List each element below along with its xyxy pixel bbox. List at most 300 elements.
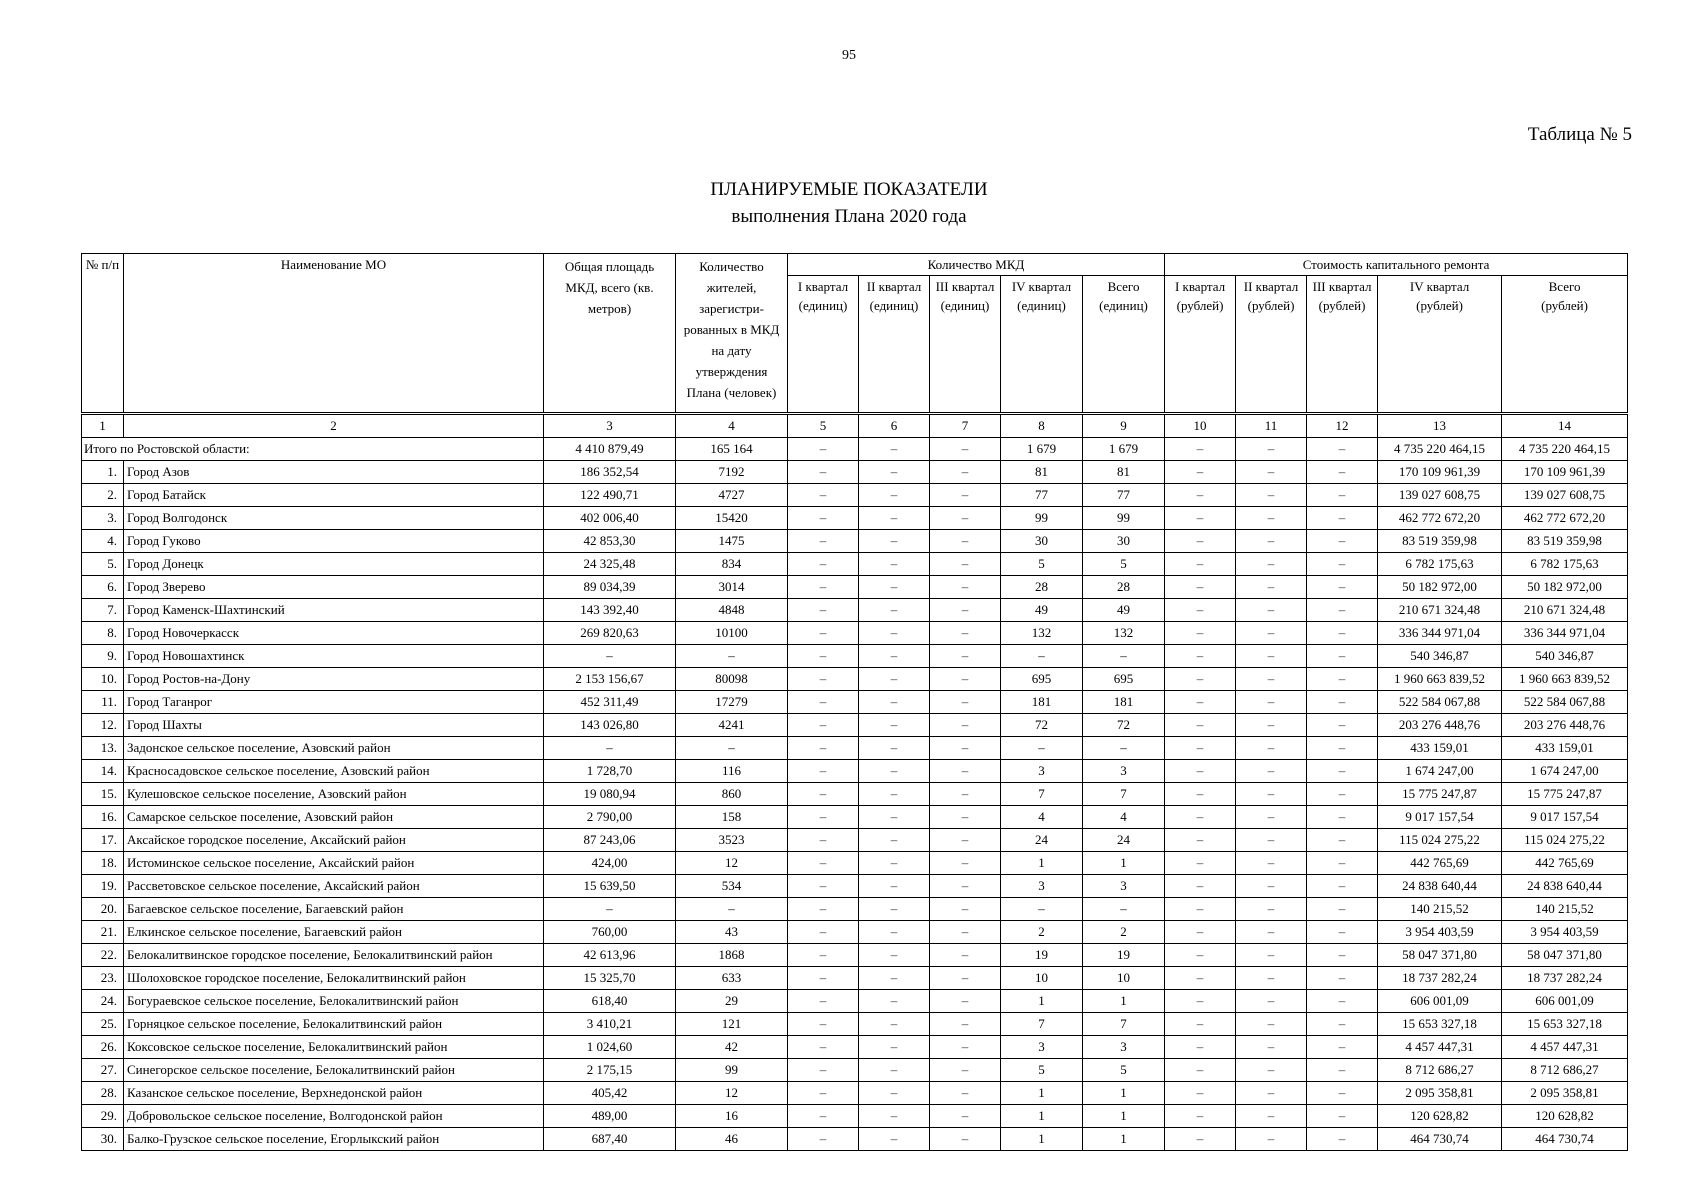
table-row — [82, 714, 1628, 737]
table-cell: – — [1307, 737, 1378, 760]
table-cell: 15 325,70 — [544, 967, 676, 990]
municipality-name: Город Шахты — [124, 714, 544, 737]
column-number: 11 — [1236, 414, 1307, 438]
table-cell: – — [1236, 484, 1307, 507]
table-row — [82, 576, 1628, 599]
table-cell: – — [676, 645, 788, 668]
table-cell: 24 325,48 — [544, 553, 676, 576]
table-cell: 46 — [676, 1128, 788, 1151]
table-cell: – — [859, 875, 930, 898]
row-number: 8. — [82, 622, 124, 645]
table-cell: 3 — [1083, 875, 1165, 898]
table-cell: 83 519 359,98 — [1502, 530, 1628, 553]
table-cell: – — [788, 1082, 859, 1105]
table-cell: – — [788, 530, 859, 553]
table-cell: – — [788, 553, 859, 576]
table-cell: – — [1001, 645, 1083, 668]
table-cell: – — [859, 737, 930, 760]
table-row — [82, 553, 1628, 576]
table-cell: – — [930, 1036, 1001, 1059]
municipality-name: Горняцкое сельское поселение, Белокалитвинский район — [124, 1013, 544, 1036]
table-cell: – — [1307, 691, 1378, 714]
table-cell: – — [1001, 737, 1083, 760]
municipality-name: Город Гуково — [124, 530, 544, 553]
row-number: 10. — [82, 668, 124, 691]
table-cell: 29 — [676, 990, 788, 1013]
table-cell: – — [859, 553, 930, 576]
table-cell: 3014 — [676, 576, 788, 599]
table-body — [82, 414, 1628, 1151]
table-cell: – — [1165, 921, 1236, 944]
header-mkd-total: Всего (единиц) — [1083, 276, 1165, 414]
table-cell: – — [859, 599, 930, 622]
table-cell: 405,42 — [544, 1082, 676, 1105]
table-cell: – — [1307, 852, 1378, 875]
table-cell: – — [859, 1013, 930, 1036]
table-cell: – — [1236, 829, 1307, 852]
table-cell: 1 — [1083, 1082, 1165, 1105]
table-cell: 2 — [1001, 921, 1083, 944]
total-cell: 1 679 — [1001, 438, 1083, 461]
table-cell: – — [1236, 599, 1307, 622]
table-cell: – — [1307, 622, 1378, 645]
row-number: 6. — [82, 576, 124, 599]
table-cell: – — [859, 806, 930, 829]
table-cell: 87 243,06 — [544, 829, 676, 852]
table-row — [82, 990, 1628, 1013]
table-cell: – — [1165, 553, 1236, 576]
table-cell: 462 772 672,20 — [1502, 507, 1628, 530]
total-cell: 4 735 220 464,15 — [1502, 438, 1628, 461]
table-cell: 4 — [1083, 806, 1165, 829]
table-cell: 4241 — [676, 714, 788, 737]
municipality-name: Шолоховское городское поселение, Белокалитвинский район — [124, 967, 544, 990]
table-cell: – — [788, 737, 859, 760]
table-cell: 5 — [1083, 553, 1165, 576]
table-cell: – — [859, 645, 930, 668]
table-cell: 116 — [676, 760, 788, 783]
row-number: 3. — [82, 507, 124, 530]
table-cell: 2 175,15 — [544, 1059, 676, 1082]
table-cell: – — [859, 507, 930, 530]
table-row — [82, 1105, 1628, 1128]
table-cell: 99 — [676, 1059, 788, 1082]
table-cell: – — [788, 829, 859, 852]
total-cell: 1 679 — [1083, 438, 1165, 461]
row-number: 4. — [82, 530, 124, 553]
table-cell: 181 — [1001, 691, 1083, 714]
table-cell: – — [1307, 990, 1378, 1013]
row-number: 18. — [82, 852, 124, 875]
municipality-name: Город Зверево — [124, 576, 544, 599]
municipality-name: Город Азов — [124, 461, 544, 484]
table-cell: – — [1165, 1059, 1236, 1082]
table-cell: 8 712 686,27 — [1378, 1059, 1502, 1082]
table-cell: – — [1236, 530, 1307, 553]
table-cell: 15 775 247,87 — [1502, 783, 1628, 806]
table-cell: – — [788, 1059, 859, 1082]
row-number: 17. — [82, 829, 124, 852]
table-cell: 15 653 327,18 — [1378, 1013, 1502, 1036]
table-cell: 540 346,87 — [1502, 645, 1628, 668]
municipality-name: Город Таганрог — [124, 691, 544, 714]
row-number: 28. — [82, 1082, 124, 1105]
column-number: 8 — [1001, 414, 1083, 438]
table-row — [82, 898, 1628, 921]
municipality-name: Город Батайск — [124, 484, 544, 507]
table-cell: – — [930, 645, 1001, 668]
table-cell: – — [859, 783, 930, 806]
table-cell: 1 — [1001, 852, 1083, 875]
table-cell: – — [1165, 714, 1236, 737]
total-cell: – — [1165, 438, 1236, 461]
table-row — [82, 852, 1628, 875]
table-cell: 140 215,52 — [1502, 898, 1628, 921]
header-row-groups — [82, 254, 1628, 276]
table-cell: – — [1307, 461, 1378, 484]
table-cell: – — [930, 1105, 1001, 1128]
table-cell: – — [930, 599, 1001, 622]
table-cell: – — [1236, 1082, 1307, 1105]
document-title — [0, 176, 1698, 230]
table-cell: – — [859, 484, 930, 507]
total-cell: – — [788, 438, 859, 461]
municipality-name: Добровольское сельское поселение, Волгодонской район — [124, 1105, 544, 1128]
table-cell: 1 — [1083, 990, 1165, 1013]
column-number: 6 — [859, 414, 930, 438]
table-cell: – — [1307, 530, 1378, 553]
table-cell: – — [788, 898, 859, 921]
table-cell: – — [1236, 1105, 1307, 1128]
municipality-name: Самарское сельское поселение, Азовский район — [124, 806, 544, 829]
table-cell: – — [859, 852, 930, 875]
table-cell: 15 653 327,18 — [1502, 1013, 1628, 1036]
table-cell: 3 954 403,59 — [1502, 921, 1628, 944]
municipality-name: Город Волгодонск — [124, 507, 544, 530]
table-cell: – — [788, 461, 859, 484]
table-cell: – — [788, 484, 859, 507]
municipality-name: Елкинское сельское поселение, Багаевский район — [124, 921, 544, 944]
table-cell: – — [1165, 461, 1236, 484]
table-cell: 2 — [1083, 921, 1165, 944]
table-cell: 1 674 247,00 — [1378, 760, 1502, 783]
table-cell: – — [1165, 599, 1236, 622]
total-cell: – — [859, 438, 930, 461]
table-cell: – — [1307, 1128, 1378, 1151]
municipality-name: Кулешовское сельское поселение, Азовский район — [124, 783, 544, 806]
table-cell: 1 674 247,00 — [1502, 760, 1628, 783]
table-cell: – — [788, 760, 859, 783]
table-cell: – — [930, 875, 1001, 898]
table-cell: – — [1001, 898, 1083, 921]
table-cell: – — [1236, 898, 1307, 921]
header-residents: Количество жителей, зарегистри-рованных в МКД на дату утверждения Плана (человек) — [676, 254, 788, 414]
table-cell: 49 — [1001, 599, 1083, 622]
table-cell: – — [1083, 645, 1165, 668]
table-cell: – — [1083, 737, 1165, 760]
table-label: Таблица № 5 — [1527, 124, 1632, 145]
title-line-1: ПЛАНИРУЕМЫЕ ПОКАЗАТЕЛИ — [710, 179, 988, 200]
table-cell: 12 — [676, 1082, 788, 1105]
table-cell: – — [1165, 645, 1236, 668]
table-cell: 534 — [676, 875, 788, 898]
table-cell: – — [859, 967, 930, 990]
table-cell: – — [1307, 553, 1378, 576]
table-cell: 633 — [676, 967, 788, 990]
table-cell: 24 838 640,44 — [1378, 875, 1502, 898]
table-row — [82, 1082, 1628, 1105]
table-cell: 49 — [1083, 599, 1165, 622]
table-cell: – — [1165, 691, 1236, 714]
table-cell: – — [788, 622, 859, 645]
table-cell: – — [1236, 737, 1307, 760]
table-cell: 210 671 324,48 — [1378, 599, 1502, 622]
municipality-name: Белокалитвинское городское поселение, Белокалитвинский район — [124, 944, 544, 967]
table-cell: – — [676, 898, 788, 921]
table-cell: 83 519 359,98 — [1378, 530, 1502, 553]
total-cell: – — [1307, 438, 1378, 461]
table-cell: – — [788, 714, 859, 737]
table-cell: 50 182 972,00 — [1502, 576, 1628, 599]
table-cell: 58 047 371,80 — [1378, 944, 1502, 967]
table-row — [82, 645, 1628, 668]
table-cell: 860 — [676, 783, 788, 806]
table-row — [82, 783, 1628, 806]
table-cell: – — [859, 829, 930, 852]
table-cell: – — [1165, 760, 1236, 783]
table-cell: 7 — [1001, 783, 1083, 806]
table-cell: 30 — [1001, 530, 1083, 553]
table-cell: 132 — [1001, 622, 1083, 645]
table-cell: 10 — [1001, 967, 1083, 990]
row-number: 30. — [82, 1128, 124, 1151]
table-cell: – — [1236, 967, 1307, 990]
table-row — [82, 668, 1628, 691]
table-cell: 695 — [1083, 668, 1165, 691]
table-cell: – — [544, 898, 676, 921]
table-cell: 203 276 448,76 — [1502, 714, 1628, 737]
row-number: 29. — [82, 1105, 124, 1128]
table-cell: – — [1236, 622, 1307, 645]
table-cell: 143 026,80 — [544, 714, 676, 737]
table-cell: 77 — [1083, 484, 1165, 507]
table-cell: – — [859, 760, 930, 783]
table-cell: 489,00 — [544, 1105, 676, 1128]
table-cell: 81 — [1083, 461, 1165, 484]
table-cell: – — [930, 806, 1001, 829]
column-number: 12 — [1307, 414, 1378, 438]
table-cell: 99 — [1001, 507, 1083, 530]
table-cell: – — [930, 553, 1001, 576]
table-cell: – — [1307, 760, 1378, 783]
table-cell: 1 960 663 839,52 — [1502, 668, 1628, 691]
table-cell: – — [788, 806, 859, 829]
row-number: 2. — [82, 484, 124, 507]
table-cell: – — [1307, 1082, 1378, 1105]
table-cell: – — [1165, 944, 1236, 967]
table-cell: 464 730,74 — [1378, 1128, 1502, 1151]
table-row — [82, 507, 1628, 530]
table-cell: 4 457 447,31 — [1378, 1036, 1502, 1059]
table-cell: – — [930, 898, 1001, 921]
table-cell: 140 215,52 — [1378, 898, 1502, 921]
table-row — [82, 691, 1628, 714]
municipality-name: Богураевское сельское поселение, Белокалитвинский район — [124, 990, 544, 1013]
row-number: 21. — [82, 921, 124, 944]
row-number: 19. — [82, 875, 124, 898]
table-cell: – — [1236, 461, 1307, 484]
table-cell: 522 584 067,88 — [1502, 691, 1628, 714]
table-cell: 28 — [1001, 576, 1083, 599]
column-number: 5 — [788, 414, 859, 438]
table-cell: – — [1307, 921, 1378, 944]
table-cell: 3 954 403,59 — [1378, 921, 1502, 944]
table-cell: – — [859, 461, 930, 484]
header-cost-q1: I квартал (рублей) — [1165, 276, 1236, 414]
table-cell: 1 — [1001, 1082, 1083, 1105]
table-cell: – — [930, 829, 1001, 852]
table-cell: – — [788, 1128, 859, 1151]
table-cell: – — [1236, 1059, 1307, 1082]
table-cell: – — [1165, 990, 1236, 1013]
table-cell: 1 960 663 839,52 — [1378, 668, 1502, 691]
table-cell: – — [1236, 783, 1307, 806]
table-cell: 402 006,40 — [544, 507, 676, 530]
table-cell: 695 — [1001, 668, 1083, 691]
header-mkd-group: Количество МКД — [788, 254, 1165, 276]
table-cell: 7 — [1083, 783, 1165, 806]
municipality-name: Город Каменск-Шахтинский — [124, 599, 544, 622]
table-cell: – — [1236, 1013, 1307, 1036]
table-cell: – — [1236, 691, 1307, 714]
table-cell: 4 — [1001, 806, 1083, 829]
table-cell: 442 765,69 — [1378, 852, 1502, 875]
municipality-name: Рассветовское сельское поселение, Аксайский район — [124, 875, 544, 898]
table-cell: 17279 — [676, 691, 788, 714]
row-number: 24. — [82, 990, 124, 1013]
table-cell: – — [1165, 852, 1236, 875]
table-cell: 24 — [1083, 829, 1165, 852]
table-cell: – — [930, 852, 1001, 875]
table-cell: 1 024,60 — [544, 1036, 676, 1059]
table-cell: 50 182 972,00 — [1378, 576, 1502, 599]
table-cell: 28 — [1083, 576, 1165, 599]
table-cell: – — [788, 1013, 859, 1036]
table-cell: – — [930, 921, 1001, 944]
table-cell: – — [859, 944, 930, 967]
table-cell: – — [930, 622, 1001, 645]
table-cell: 5 — [1001, 553, 1083, 576]
table-cell: 15 639,50 — [544, 875, 676, 898]
table-cell: – — [859, 1082, 930, 1105]
table-cell: – — [1307, 484, 1378, 507]
table-cell: – — [1165, 484, 1236, 507]
table-cell: 9 017 157,54 — [1378, 806, 1502, 829]
table-cell: 606 001,09 — [1502, 990, 1628, 1013]
table-cell: – — [1307, 1013, 1378, 1036]
header-cost-q2: II квартал (рублей) — [1236, 276, 1307, 414]
table-cell: – — [1307, 576, 1378, 599]
table-row — [82, 484, 1628, 507]
table-cell: – — [788, 944, 859, 967]
table-cell: 72 — [1001, 714, 1083, 737]
table-cell: 834 — [676, 553, 788, 576]
table-cell: 462 772 672,20 — [1378, 507, 1502, 530]
table-cell: – — [1307, 507, 1378, 530]
table-cell: 139 027 608,75 — [1378, 484, 1502, 507]
table-cell: – — [1236, 553, 1307, 576]
header-num: № п/п — [82, 254, 124, 414]
table-row — [82, 944, 1628, 967]
table-cell: 4848 — [676, 599, 788, 622]
table-cell: 7 — [1001, 1013, 1083, 1036]
table-cell: 433 159,01 — [1378, 737, 1502, 760]
table-cell: 121 — [676, 1013, 788, 1036]
table-cell: 15 775 247,87 — [1378, 783, 1502, 806]
table-cell: 3523 — [676, 829, 788, 852]
table-cell: – — [1236, 990, 1307, 1013]
table-cell: – — [788, 691, 859, 714]
table-cell: 72 — [1083, 714, 1165, 737]
table-cell: – — [930, 1059, 1001, 1082]
table-cell: – — [930, 714, 1001, 737]
row-number: 11. — [82, 691, 124, 714]
row-number: 12. — [82, 714, 124, 737]
table-cell: – — [859, 1059, 930, 1082]
table-cell: 12 — [676, 852, 788, 875]
table-cell: – — [930, 1082, 1001, 1105]
table-cell: – — [1307, 714, 1378, 737]
table-cell: – — [1165, 1013, 1236, 1036]
table-cell: – — [930, 507, 1001, 530]
column-number: 13 — [1378, 414, 1502, 438]
table-cell: 186 352,54 — [544, 461, 676, 484]
table-cell: – — [930, 990, 1001, 1013]
table-cell: – — [1236, 875, 1307, 898]
table-cell: 81 — [1001, 461, 1083, 484]
table-cell: – — [930, 668, 1001, 691]
table-cell: – — [1236, 576, 1307, 599]
table-cell: 687,40 — [544, 1128, 676, 1151]
table-cell: – — [1165, 1036, 1236, 1059]
table-cell: 2 153 156,67 — [544, 668, 676, 691]
table-cell: 10 — [1083, 967, 1165, 990]
municipality-name: Город Ростов-на-Дону — [124, 668, 544, 691]
table-row — [82, 967, 1628, 990]
table-row — [82, 875, 1628, 898]
row-number: 27. — [82, 1059, 124, 1082]
table-cell: 24 838 640,44 — [1502, 875, 1628, 898]
column-number: 7 — [930, 414, 1001, 438]
table-cell: 3 — [1001, 760, 1083, 783]
row-number: 22. — [82, 944, 124, 967]
municipality-name: Красносадовское сельское поселение, Азовский район — [124, 760, 544, 783]
table-cell: – — [788, 576, 859, 599]
table-cell: 19 — [1083, 944, 1165, 967]
table-cell: 18 737 282,24 — [1378, 967, 1502, 990]
table-row — [82, 530, 1628, 553]
table-cell: – — [859, 921, 930, 944]
table-cell: – — [1307, 898, 1378, 921]
table-cell: 452 311,49 — [544, 691, 676, 714]
table-cell: – — [1307, 1036, 1378, 1059]
table-cell: – — [859, 1105, 930, 1128]
indicators-table — [81, 253, 1628, 1151]
table-cell: – — [1236, 852, 1307, 875]
table-row — [82, 1013, 1628, 1036]
header-area: Общая площадь МКД, всего (кв. метров) — [544, 254, 676, 414]
table-cell: 1 — [1001, 1128, 1083, 1151]
